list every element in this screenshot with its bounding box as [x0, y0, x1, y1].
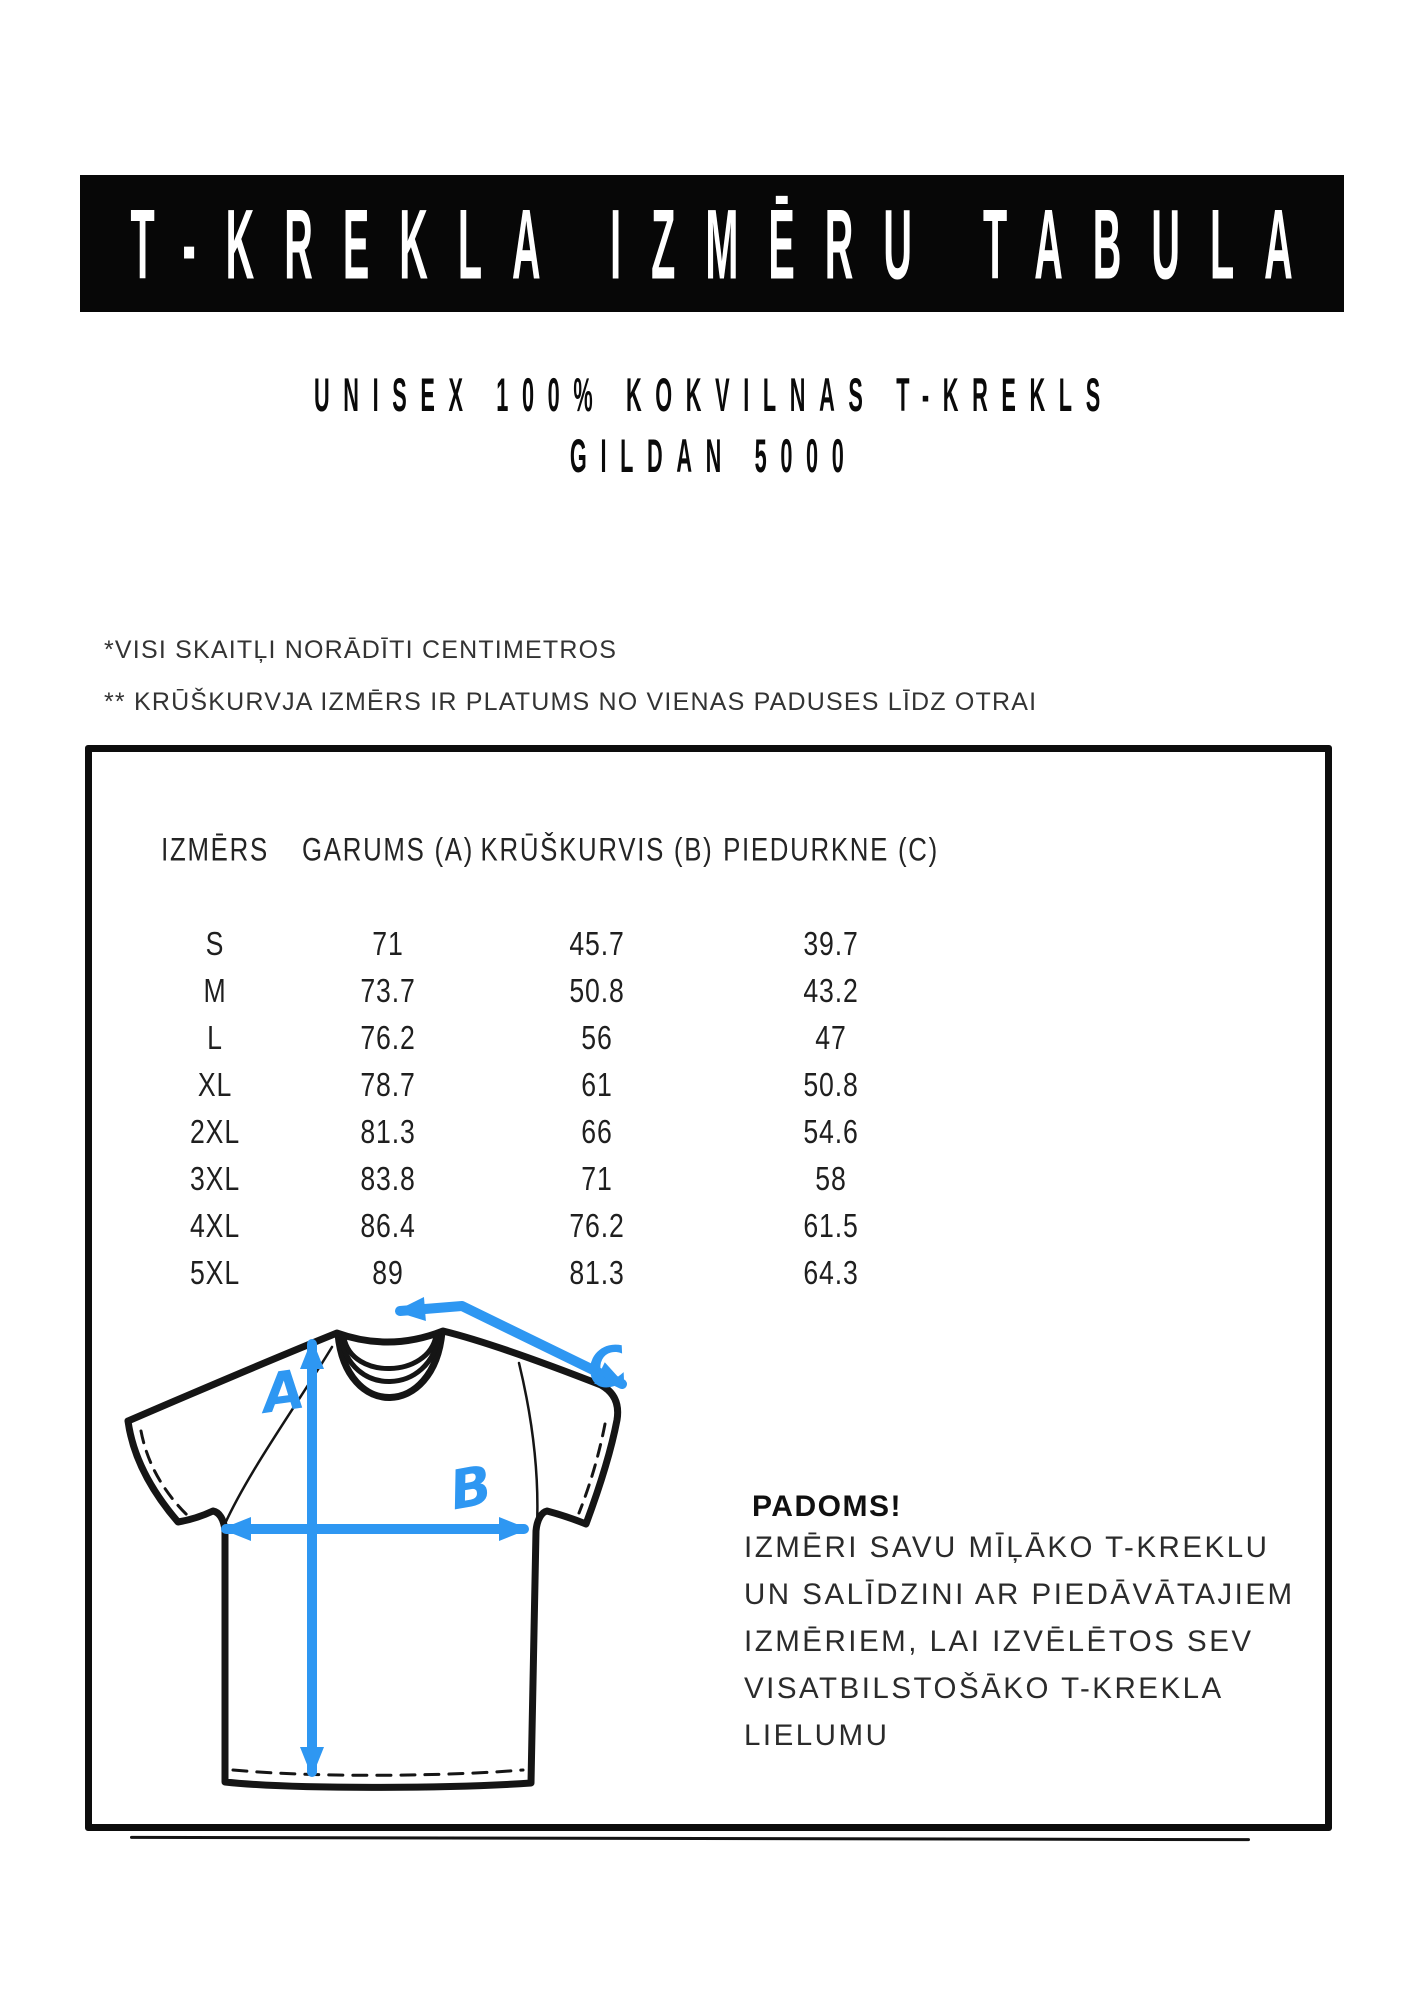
cell-kruskurvis: 81.3: [569, 1253, 625, 1292]
cell-kruskurvis: 56: [581, 1018, 613, 1057]
table-row: [0, 1061, 1414, 1108]
cell-size: S: [205, 924, 225, 963]
cell-size: M: [203, 971, 227, 1010]
note-chest-measure: ** KRŪŠKURVJA IZMĒRS IR PLATUMS NO VIENAS PADUSES LĪDZ OTRAI: [104, 688, 1038, 716]
subtitle-text-1: UNISEX 100% KOKVILNAS T-KREKLS: [313, 369, 1114, 422]
subtitle-line-1: [0, 369, 1414, 422]
cell-size: 3XL: [189, 1159, 241, 1198]
cell-size: 4XL: [189, 1206, 241, 1245]
page-title: T-KREKLA IZMĒRU TABULA: [130, 188, 1324, 299]
tip-line: LIELUMU: [744, 1719, 890, 1752]
cell-garums: 81.3: [360, 1112, 416, 1151]
table-row: [0, 1202, 1414, 1249]
cell-piedurkne: 47: [815, 1018, 847, 1057]
tip-line: IZMĒRIEM, LAI IZVĒLĒTOS SEV: [744, 1625, 1254, 1658]
cell-garums: 73.7: [360, 971, 416, 1010]
cell-size: L: [207, 1018, 223, 1057]
tip-line: UN SALĪDZINI AR PIEDĀVĀTAJIEM: [744, 1578, 1295, 1611]
cell-kruskurvis: 50.8: [569, 971, 625, 1010]
col-header-izmers: IZMĒRS: [161, 832, 269, 869]
title-banner: [80, 175, 1344, 312]
cell-kruskurvis: 66: [581, 1112, 613, 1151]
col-header-garums: GARUMS (A): [302, 832, 474, 869]
cell-piedurkne: 50.8: [803, 1065, 859, 1104]
cell-kruskurvis: 76.2: [569, 1206, 625, 1245]
measure-label-c: C: [580, 1332, 635, 1404]
table-row: [0, 1108, 1414, 1155]
subtitle-text-2: GILDAN 5000: [570, 430, 858, 483]
col-header-kruskurvis: KRŪŠKURVIS (B): [480, 832, 714, 869]
col-header-piedurkne: PIEDURKNE (C): [723, 832, 939, 869]
tip-text: [744, 1524, 1295, 1759]
cell-kruskurvis: 71: [581, 1159, 613, 1198]
size-table-rows: [0, 920, 1414, 1296]
cell-garums: 71: [372, 924, 404, 963]
size-table-header: [0, 831, 1414, 871]
measure-label-b: B: [445, 1453, 497, 1523]
tshirt-outline: [128, 1331, 618, 1787]
cell-kruskurvis: 61: [581, 1065, 613, 1104]
table-row: [0, 967, 1414, 1014]
tshirt-measurement-diagram: [85, 1280, 655, 1840]
cell-piedurkne: 64.3: [803, 1253, 859, 1292]
cell-garums: 78.7: [360, 1065, 416, 1104]
cell-size: 2XL: [189, 1112, 241, 1151]
tip-line: VISATBILSTOŠĀKO T-KREKLA: [744, 1672, 1224, 1705]
cell-piedurkne: 39.7: [803, 924, 859, 963]
cell-garums: 76.2: [360, 1018, 416, 1057]
measure-label-a: A: [258, 1357, 309, 1426]
cell-kruskurvis: 45.7: [569, 924, 625, 963]
cell-piedurkne: 58: [815, 1159, 847, 1198]
note-units-cm: *VISI SKAITĻI NORĀDĪTI CENTIMETROS: [104, 636, 618, 664]
table-row: [0, 920, 1414, 967]
cell-piedurkne: 54.6: [803, 1112, 859, 1151]
cell-size: 5XL: [189, 1253, 241, 1292]
cell-garums: 86.4: [360, 1206, 416, 1245]
cell-size: XL: [197, 1065, 233, 1104]
cell-piedurkne: 61.5: [803, 1206, 859, 1245]
table-row: [0, 1155, 1414, 1202]
cell-piedurkne: 43.2: [803, 971, 859, 1010]
table-row: [0, 1014, 1414, 1061]
cell-garums: 83.8: [360, 1159, 416, 1198]
subtitle-line-2: [0, 430, 1414, 483]
cell-garums: 89: [372, 1253, 404, 1292]
tip-line: IZMĒRI SAVU MĪĻĀKO T-KREKLU: [744, 1531, 1270, 1564]
tip-heading: PADOMS!: [752, 1490, 902, 1523]
